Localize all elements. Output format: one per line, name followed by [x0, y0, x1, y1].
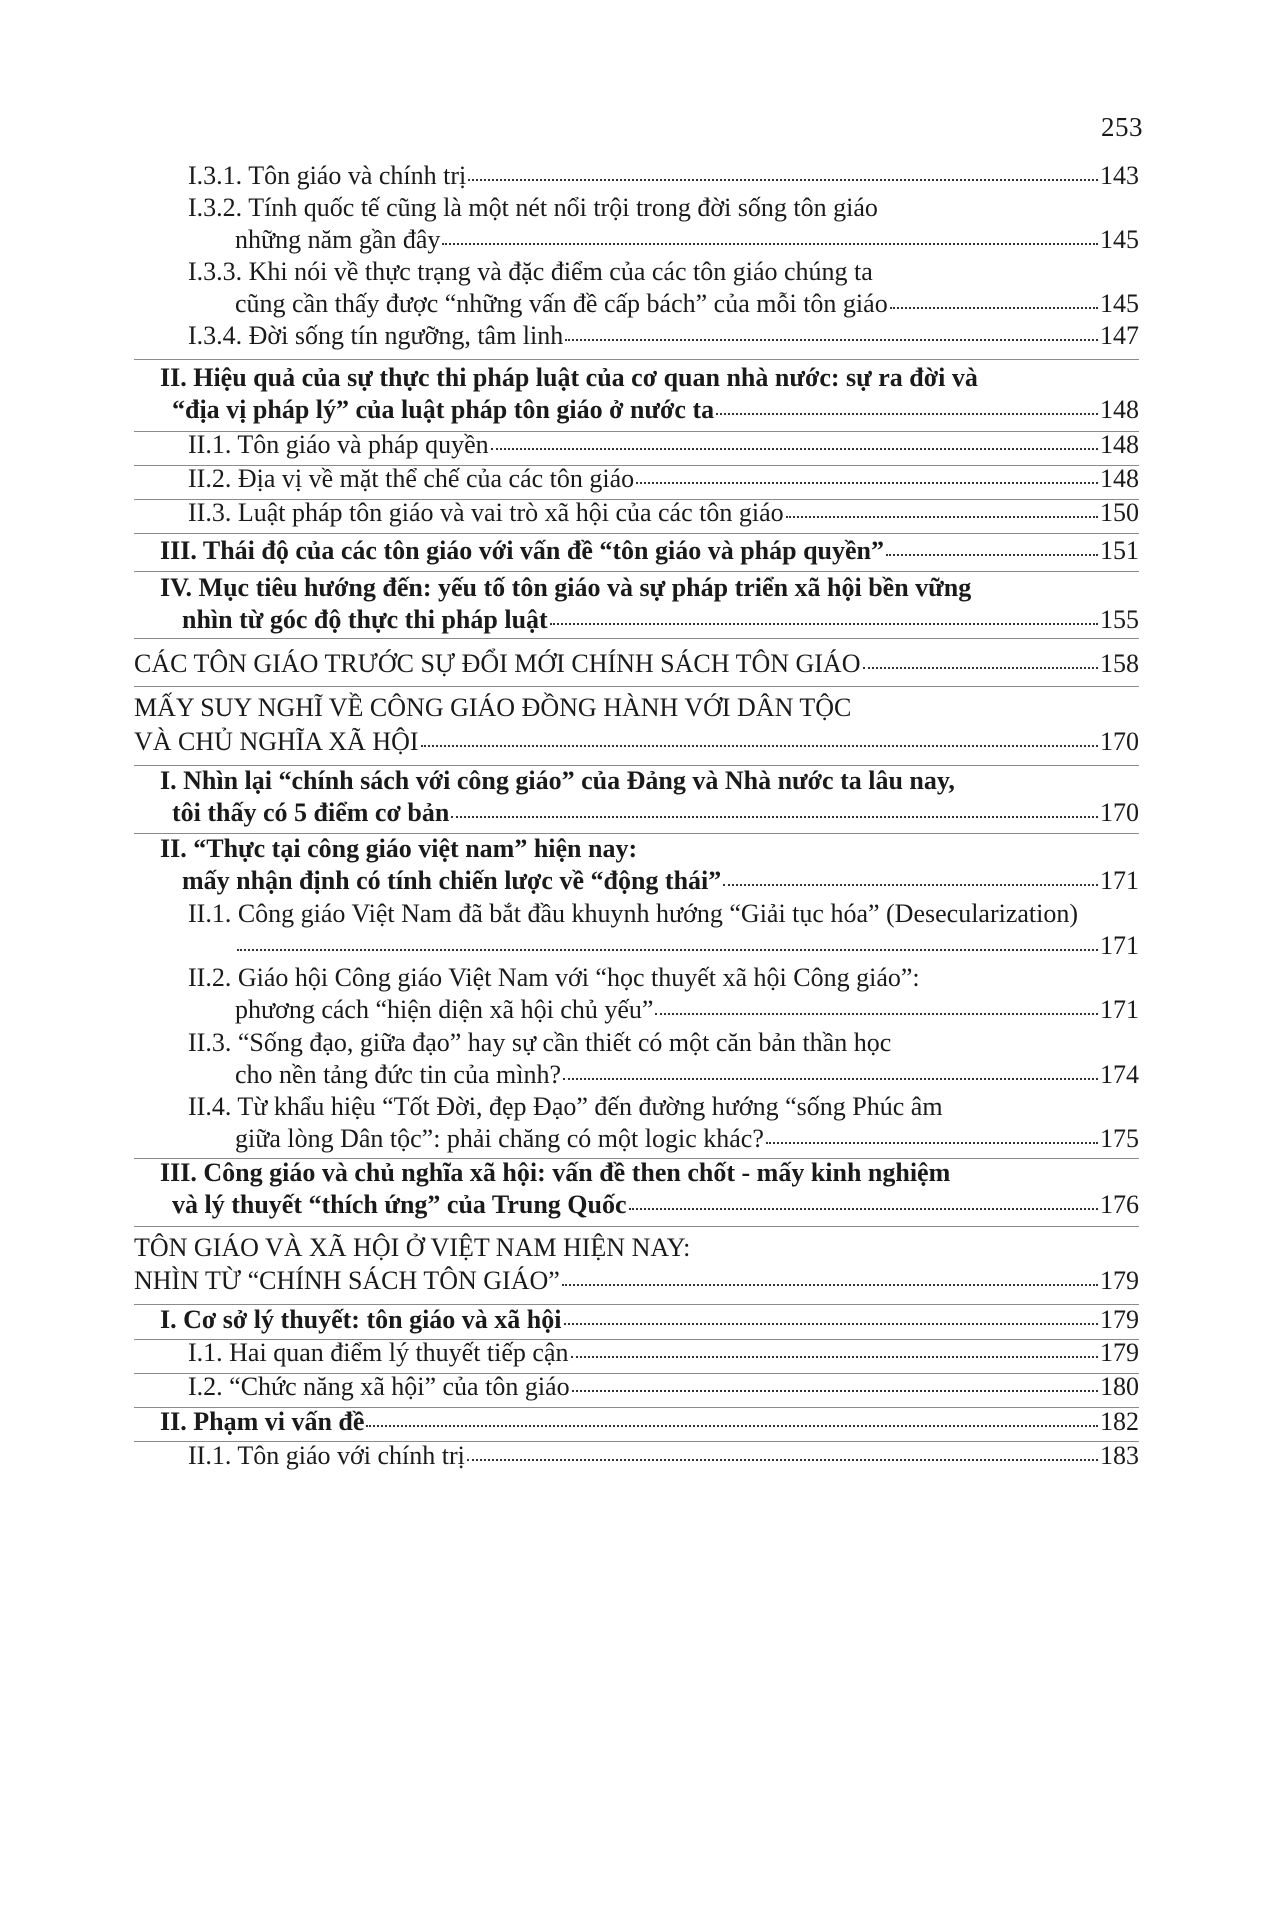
toc-entry-continued: [235, 288, 1139, 320]
toc-entry: [160, 572, 971, 604]
toc-chapter: [134, 648, 1139, 680]
toc-entry: [188, 1440, 1139, 1472]
toc-entry-page: 145: [1100, 289, 1139, 318]
toc-entry-page: 150: [1100, 498, 1139, 527]
toc-entry-title: và lý thuyết “thích ứng” của Trung Quốc: [172, 1190, 627, 1219]
toc-entry-title: II. Phạm vi vấn đề: [160, 1407, 365, 1436]
toc-entry-continued: [182, 865, 1139, 897]
toc-entry: [188, 463, 1139, 495]
toc-entry-title: NHÌN TỪ “CHÍNH SÁCH TÔN GIÁO”: [134, 1266, 560, 1295]
toc-entry: [188, 1337, 1139, 1369]
toc-entry-title: II.1. Tôn giáo và pháp quyền: [188, 430, 489, 459]
toc-entry-title: II.3. Luật pháp tôn giáo và vai trò xã hội của các tôn giáo: [188, 498, 784, 527]
toc-entry-continued: [182, 604, 1139, 636]
toc-entry-continued: [172, 394, 1139, 426]
leader-dots: [890, 306, 1098, 309]
leader-dots: [629, 1207, 1098, 1210]
toc-chapter: [134, 692, 851, 724]
toc-entry-page: 170: [1100, 727, 1139, 756]
toc-entry: [160, 1406, 1139, 1438]
toc-entry-continued: [172, 1189, 1139, 1221]
section-divider: [134, 686, 1139, 687]
toc-entry: [188, 1091, 943, 1123]
toc-entry-title: tôi thấy có 5 điểm cơ bản: [172, 798, 450, 827]
leader-dots: [491, 447, 1098, 450]
section-divider: [134, 359, 1139, 360]
toc-entry-page: 158: [1100, 649, 1139, 678]
toc-entry: [188, 192, 878, 224]
toc-entry-title: nhìn từ góc độ thực thi pháp luật: [182, 605, 548, 634]
toc-entry-title: I.3.3. Khi nói về thực trạng và đặc điểm của các tôn giáo chúng ta: [188, 257, 873, 286]
leader-dots: [572, 1389, 1098, 1392]
leader-dots: [563, 1077, 1098, 1080]
toc-entry-title: I.1. Hai quan điểm lý thuyết tiếp cận: [188, 1338, 569, 1367]
toc-entry-page: 179: [1100, 1338, 1139, 1367]
toc-entry: [160, 1304, 1139, 1336]
leader-dots: [565, 338, 1098, 341]
toc-entry: [188, 160, 1139, 192]
toc-entry-continued: [235, 930, 1139, 962]
toc-entry-page: 148: [1100, 395, 1139, 424]
toc-entry-page: 175: [1100, 1124, 1139, 1153]
toc-entry-title: giữa lòng Dân tộc”: phải chăng có một logic khác?: [235, 1124, 764, 1153]
leader-dots: [451, 815, 1098, 818]
toc-entry-page: 174: [1100, 1060, 1139, 1089]
toc-entry-page: 176: [1100, 1190, 1139, 1219]
toc-entry-title: I.3.4. Đời sống tín ngưỡng, tâm linh: [188, 321, 564, 350]
leader-dots: [564, 1322, 1099, 1325]
leader-dots: [723, 883, 1098, 886]
toc-entry: [188, 1371, 1139, 1403]
toc-entry-title: II.2. Giáo hội Công giáo Việt Nam với “học thuyết xã hội Công giáo”:: [188, 963, 920, 992]
toc-entry-title: CÁC TÔN GIÁO TRƯỚC SỰ ĐỔI MỚI CHÍNH SÁCH TÔN GIÁO: [134, 649, 861, 678]
toc-entry-title: II. Hiệu quả của sự thực thi pháp luật của cơ quan nhà nước: sự ra đời và: [160, 363, 978, 392]
leader-dots: [421, 744, 1098, 747]
toc-entry-title: I.3.2. Tính quốc tế cũng là một nét nổi trội trong đời sống tôn giáo: [188, 193, 878, 222]
toc-entry-page: 148: [1100, 430, 1139, 459]
leader-dots: [786, 515, 1098, 518]
toc-entry-title: III. Công giáo và chủ nghĩa xã hội: vấn đề then chốt - mấy kinh nghiệm: [160, 1158, 951, 1187]
section-divider: [134, 638, 1139, 639]
toc-entry-title: II.2. Địa vị về mặt thể chế của các tôn giáo: [188, 464, 635, 493]
toc-chapter: [134, 1232, 690, 1264]
toc-entry: [160, 833, 637, 865]
leader-dots: [442, 242, 1098, 245]
toc-entry-title: cũng cần thấy được “những vấn đề cấp bách” của mỗi tôn giáo: [235, 289, 888, 318]
toc-entry-page: 179: [1100, 1266, 1139, 1295]
toc-entry-title: II.4. Từ khẩu hiệu “Tốt Đời, đẹp Đạo” đến đường hướng “sống Phúc âm: [188, 1092, 943, 1121]
toc-entry: [188, 962, 920, 994]
toc-entry-title: “địa vị pháp lý” của luật pháp tôn giáo ở nước ta: [172, 395, 715, 424]
toc-entry-title: I. Cơ sở lý thuyết: tôn giáo và xã hội: [160, 1305, 562, 1334]
toc-entry: [160, 535, 1139, 567]
toc-entry-page: 171: [1100, 866, 1139, 895]
toc-entry-title: VÀ CHỦ NGHĨA XÃ HỘI: [134, 727, 419, 756]
leader-dots: [468, 178, 1098, 181]
leader-dots: [766, 1141, 1098, 1144]
toc-entry-title: TÔN GIÁO VÀ XÃ HỘI Ở VIỆT NAM HIỆN NAY:: [134, 1233, 691, 1262]
toc-entry: [188, 429, 1139, 461]
leader-dots: [550, 622, 1098, 625]
toc-entry: [160, 765, 955, 797]
toc-entry-continued: [235, 1059, 1139, 1091]
toc-entry-title: phương cách “hiện diện xã hội chủ yếu”: [235, 995, 654, 1024]
leader-dots: [366, 1424, 1098, 1427]
toc-entry: [188, 256, 873, 288]
toc-entry-page: 148: [1100, 464, 1139, 493]
toc-entry-title: II.1. Tôn giáo với chính trị: [188, 1441, 465, 1470]
leader-dots: [571, 1355, 1098, 1358]
toc-entry-title: I.3.1. Tôn giáo và chính trị: [188, 161, 467, 190]
toc-entry: [188, 898, 1078, 930]
leader-dots: [467, 1458, 1098, 1461]
toc-entry-continued: [235, 224, 1139, 256]
toc-entry-page: 171: [1100, 931, 1139, 960]
toc-entry-title: III. Thái độ của các tôn giáo với vấn đề “tôn giáo và pháp quyền”: [160, 536, 885, 565]
toc-entry-page: 147: [1100, 321, 1139, 350]
leader-dots: [716, 412, 1098, 415]
toc-entry: [188, 320, 1139, 352]
toc-entry-continued: [172, 797, 1139, 829]
toc-entry-title: MẤY SUY NGHĨ VỀ CÔNG GIÁO ĐỒNG HÀNH VỚI DÂN TỘC: [134, 693, 852, 722]
toc-entry: [160, 362, 978, 394]
toc-chapter-continued: [134, 1265, 1139, 1297]
section-divider: [134, 1226, 1139, 1227]
toc-entry-title: II.1. Công giáo Việt Nam đã bắt đầu khuynh hướng “Giải tục hóa” (Desecularization): [188, 899, 1079, 928]
toc-entry-page: 180: [1100, 1372, 1139, 1401]
toc-entry-page: 182: [1100, 1407, 1139, 1436]
leader-dots: [886, 553, 1098, 556]
toc-entry: [188, 497, 1139, 529]
toc-entry: [160, 1157, 950, 1189]
toc-entry-page: 155: [1100, 605, 1139, 634]
toc-entry-page: 171: [1100, 995, 1139, 1024]
toc-entry: [188, 1027, 891, 1059]
toc-entry-title: I.2. “Chức năng xã hội” của tôn giáo: [188, 1372, 570, 1401]
page-number: 253: [1101, 112, 1143, 142]
toc-entry-page: 143: [1100, 161, 1139, 190]
toc-entry-title: những năm gần đây: [235, 225, 441, 254]
leader-dots: [562, 1283, 1098, 1286]
leader-dots: [237, 948, 1098, 951]
toc-chapter-continued: [134, 726, 1139, 758]
toc-entry-title: II.3. “Sống đạo, giữa đạo” hay sự cần thiết có một căn bản thần học: [188, 1028, 892, 1057]
toc-entry-page: 145: [1100, 225, 1139, 254]
toc-entry-title: cho nền tảng đức tin của mình?: [235, 1060, 561, 1089]
toc-entry-page: 179: [1100, 1305, 1139, 1334]
toc-entry-title: I. Nhìn lại “chính sách với công giáo” của Đảng và Nhà nước ta lâu nay,: [160, 766, 955, 795]
toc-entry-page: 151: [1100, 536, 1139, 565]
toc-entry-title: mấy nhận định có tính chiến lược về “động thái”: [182, 866, 722, 895]
leader-dots: [863, 666, 1099, 669]
toc-entry-continued: [235, 994, 1139, 1026]
toc-entry-title: II. “Thực tại công giáo việt nam” hiện nay:: [160, 834, 638, 863]
toc-entry-page: 170: [1100, 798, 1139, 827]
leader-dots: [636, 481, 1098, 484]
toc-entry-page: 183: [1100, 1441, 1139, 1470]
section-divider: [134, 533, 1139, 534]
leader-dots: [655, 1012, 1098, 1015]
toc-entry-title: IV. Mục tiêu hướng đến: yếu tố tôn giáo và sự pháp triển xã hội bền vững: [160, 573, 972, 602]
toc-entry-continued: [235, 1123, 1139, 1155]
